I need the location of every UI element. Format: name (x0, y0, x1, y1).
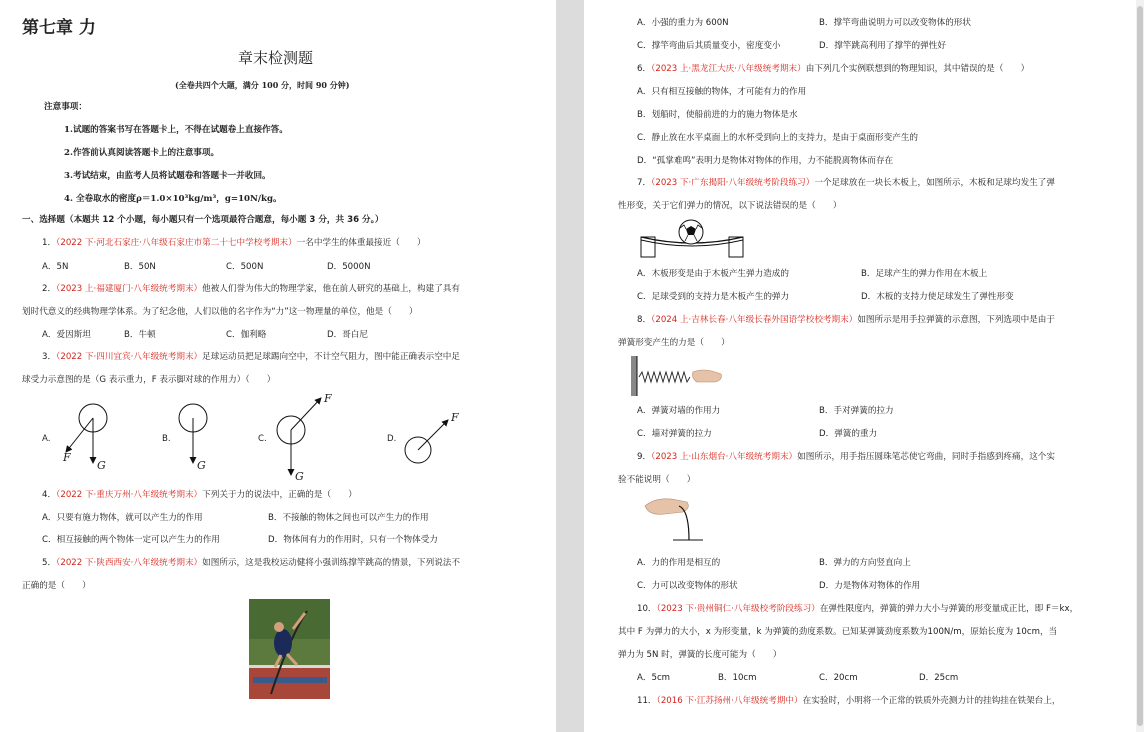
option-b[interactable]: B．不接触的物体之间也可以产生力的作用 (268, 513, 429, 523)
question-text-cont: 弹簧形变产生的力是（ ） (618, 338, 730, 348)
question-text-cont: 划时代意义的经典物理学体系。为了纪念他，人们以他的名字作为“力”这一物理量的单位，他是（ ） (22, 307, 418, 317)
question-source: （2024 上·吉林长春·八年级长春外国语学校校考期末） (651, 315, 858, 325)
option-d[interactable]: D. (387, 434, 397, 444)
right-page (584, 0, 1148, 732)
pen-refill-figure (643, 492, 703, 542)
force-label-f: F (451, 411, 459, 424)
gravity-label-g: G (97, 459, 106, 472)
option-d[interactable]: D．力是物体对物体的作用 (819, 581, 921, 591)
diagram-a (66, 404, 107, 463)
option-c[interactable]: C．相互接触的两个物体一定可以产生力的作用 (42, 535, 220, 545)
question-text-cont: 弹力为 5N 时，弹簧的长度可能为（ ） (618, 650, 782, 660)
option-c[interactable]: C. (258, 434, 267, 444)
option-b[interactable]: B. (162, 434, 171, 444)
notice-heading: 注意事项： (44, 102, 87, 112)
option-b[interactable]: B．10cm (718, 673, 757, 683)
option-a[interactable]: A．5cm (637, 673, 671, 683)
notice-item: 3.考试结束，由监考人员将试题卷和答题卡一并收回。 (64, 171, 271, 181)
option-c[interactable]: C．静止放在水平桌面上的水杯受到向上的支持力，是由于桌面形变产生的 (637, 133, 919, 143)
left-page (0, 0, 556, 732)
question-source: （2022 下·四川宜宾·八年级统考期末） (56, 352, 203, 362)
question-text: 他被人们誉为伟大的物理学家，他在前人研究的基础上，构建了具有 (202, 284, 460, 294)
question-source: （2023 下·广东揭阳·八年级统考阶段练习） (651, 178, 815, 188)
question-8 (637, 314, 1055, 326)
question-text: 足球运动员把足球踢向空中，不计空气阻力，图中能正确表示空中足 (202, 352, 460, 362)
question-source: （2023 上·福建厦门·八年级统考期末） (56, 284, 203, 294)
chapter-title: 第七章 力 (22, 18, 96, 38)
question-text-cont: 其中 F 为弹力的大小，x 为形变量，k 为弹簧的劲度系数。已知某弹簧劲度系数为100N/m，原始长度为 10cm，当 (618, 627, 1058, 637)
question-text: 下列关于力的说法中，正确的是（ ） (202, 490, 357, 500)
vertical-scrollbar[interactable] (1136, 0, 1144, 732)
option-d[interactable]: D．哥白尼 (327, 330, 368, 340)
question-number: 10． (637, 604, 657, 614)
page-title: 章末检测题 (238, 49, 314, 67)
notice-item: 1.试题的答案书写在答题卡上，不得在试题卷上直接作答。 (64, 125, 288, 135)
question-number: 8． (637, 315, 652, 325)
question-number: 9． (637, 452, 652, 462)
option-b[interactable]: B．手对弹簧的拉力 (819, 406, 894, 416)
option-c[interactable]: C．墙对弹簧的拉力 (637, 429, 712, 439)
option-d[interactable]: D．撑竿跳高利用了撑竿的弹性好 (819, 41, 946, 51)
question-5 (42, 557, 460, 569)
question-source: （2023 下·贵州铜仁·八年级校考阶段练习） (656, 604, 820, 614)
question-number: 3． (42, 352, 57, 362)
option-c[interactable]: C．足球受到的支持力是木板产生的弹力 (637, 292, 790, 302)
section-heading: 一、选择题（本题共 12 个小题，每小题只有一个选项最符合题意，每小题 3 分，共 36 分。） (22, 215, 384, 225)
option-b[interactable]: B．50N (124, 262, 156, 272)
option-d[interactable]: D．5000N (327, 262, 371, 272)
option-a[interactable]: A．木板形变是由于木板产生弹力造成的 (637, 269, 789, 279)
gravity-label-g: G (295, 470, 304, 483)
question-9 (637, 451, 1055, 463)
exam-subtitle: (全卷共四个大题，满分 100 分，时间 90 分钟) (175, 80, 350, 90)
question-source: （2023 上·黑龙江大庆·八年级统考期末） (651, 64, 806, 74)
question-10 (637, 603, 1078, 615)
question-text: 一个足球放在一块长木板上，如图所示，木板和足球均发生了弹 (814, 178, 1055, 188)
pole-vault-photo (249, 599, 330, 699)
option-a[interactable]: A．爱因斯坦 (42, 330, 91, 340)
question-number: 1． (42, 238, 57, 248)
question-source: （2022 下·重庆万州·八年级统考期末） (56, 490, 203, 500)
question-number: 5． (42, 558, 57, 568)
question-text: 如图所示是用手拉弹簧的示意图，下列选项中是由于 (857, 315, 1055, 325)
option-c[interactable]: C．伽利略 (226, 330, 267, 340)
ball-on-board-figure (641, 219, 745, 259)
question-text-cont: 球受力示意图的是（G 表示重力，F 表示脚对球的作用力）（ ） (22, 375, 276, 385)
question-4 (42, 489, 357, 501)
question-number: 11． (637, 696, 657, 706)
question-source: （2022 下·陕西西安·八年级统考期末） (56, 558, 203, 568)
option-d[interactable]: D．弹簧的重力 (819, 429, 878, 439)
option-b[interactable]: B．足球产生的弹力作用在木板上 (861, 269, 988, 279)
question-text: 在弹性限度内，弹簧的弹力大小与弹簧的形变量成正比，即 F＝kx， (819, 604, 1079, 614)
question-text: 如图所示，这是我校运动健将小强训练撑竿跳高的情景，下列说法不 (202, 558, 460, 568)
option-d[interactable]: D．木板的支持力使足球发生了弹性形变 (861, 292, 1014, 302)
question-7 (637, 177, 1055, 189)
force-label-f: F (324, 392, 332, 405)
option-c[interactable]: C．撑竿弯曲后其质量变小，密度变小 (637, 41, 781, 51)
option-b[interactable]: B．撑竿弯曲说明力可以改变物体的形状 (819, 18, 971, 28)
option-c[interactable]: C．20cm (819, 673, 858, 683)
option-a[interactable]: A．弹簧对墙的作用力 (637, 406, 721, 416)
question-number: 6． (637, 64, 652, 74)
question-number: 7． (637, 178, 652, 188)
question-text-cont: 验不能说明（ ） (618, 475, 696, 485)
option-a[interactable]: A．力的作用是相互的 (637, 558, 721, 568)
notice-item: 4. 全卷取水的密度ρ＝1.0×10³kg/m³，g=10N/kg。 (64, 194, 282, 204)
spring-figure (631, 356, 726, 396)
question-number: 2． (42, 284, 57, 294)
page-gutter (556, 0, 584, 732)
option-c[interactable]: C．500N (226, 262, 264, 272)
question-text-cont: 正确的是（ ） (22, 581, 91, 591)
option-a[interactable]: A．小强的重力为 600N (637, 18, 729, 28)
diagram-c (277, 398, 321, 475)
question-source: （2016 下·江苏扬州·八年级统考期中） (656, 696, 803, 706)
question-source: （2023 上·山东烟台·八年级统考期末） (651, 452, 798, 462)
option-d[interactable]: D．“孤掌难鸣”表明力是物体对物体的作用，力不能脱离物体而存在 (637, 156, 894, 166)
question-11 (637, 695, 1060, 707)
force-label-f: F (63, 451, 71, 464)
question-text-cont: 性形变，关于它们弹力的情况，以下说法错误的是（ ） (618, 201, 842, 211)
question-text: 由下列几个实例联想到的物理知识，其中错误的是（ ） (805, 64, 1030, 74)
option-a[interactable]: A．只要有施力物体，就可以产生力的作用 (42, 513, 203, 523)
option-b[interactable]: B．弹力的方向竖直向上 (819, 558, 911, 568)
option-d[interactable]: D．25cm (919, 673, 959, 683)
question-6 (637, 63, 1029, 75)
question-text: 一名中学生的体重最接近（ ） (296, 238, 426, 248)
option-b[interactable]: B．牛顿 (124, 330, 156, 340)
question-text: 在实验时，小明将一个正常的铁质外壳测力计的挂钩挂在铁架台上， (802, 696, 1061, 706)
option-a[interactable]: A．只有相互接触的物体，才可能有力的作用 (637, 87, 807, 97)
question-number: 4． (42, 490, 57, 500)
scrollbar-thumb[interactable] (1137, 6, 1143, 726)
gravity-label-g: G (197, 459, 206, 472)
option-d[interactable]: D．物体间有力的作用时，只有一个物体受力 (268, 535, 438, 545)
diagram-d (405, 420, 448, 463)
question-source: （2022 下·河北石家庄·八年级石家庄市第二十七中学校考期末） (56, 238, 297, 248)
option-c[interactable]: C．力可以改变物体的形状 (637, 581, 738, 591)
question-text: 如图所示，用手指压圆珠笔芯使它弯曲，同时手指感到疼痛，这个实 (797, 452, 1055, 462)
option-b[interactable]: B．划船时，使船前进的力的施力物体是水 (637, 110, 798, 120)
option-a[interactable]: A. (42, 434, 51, 444)
option-a[interactable]: A．5N (42, 262, 69, 272)
notice-item: 2.作答前认真阅读答题卡上的注意事项。 (64, 148, 220, 158)
diagram-b (179, 404, 207, 463)
